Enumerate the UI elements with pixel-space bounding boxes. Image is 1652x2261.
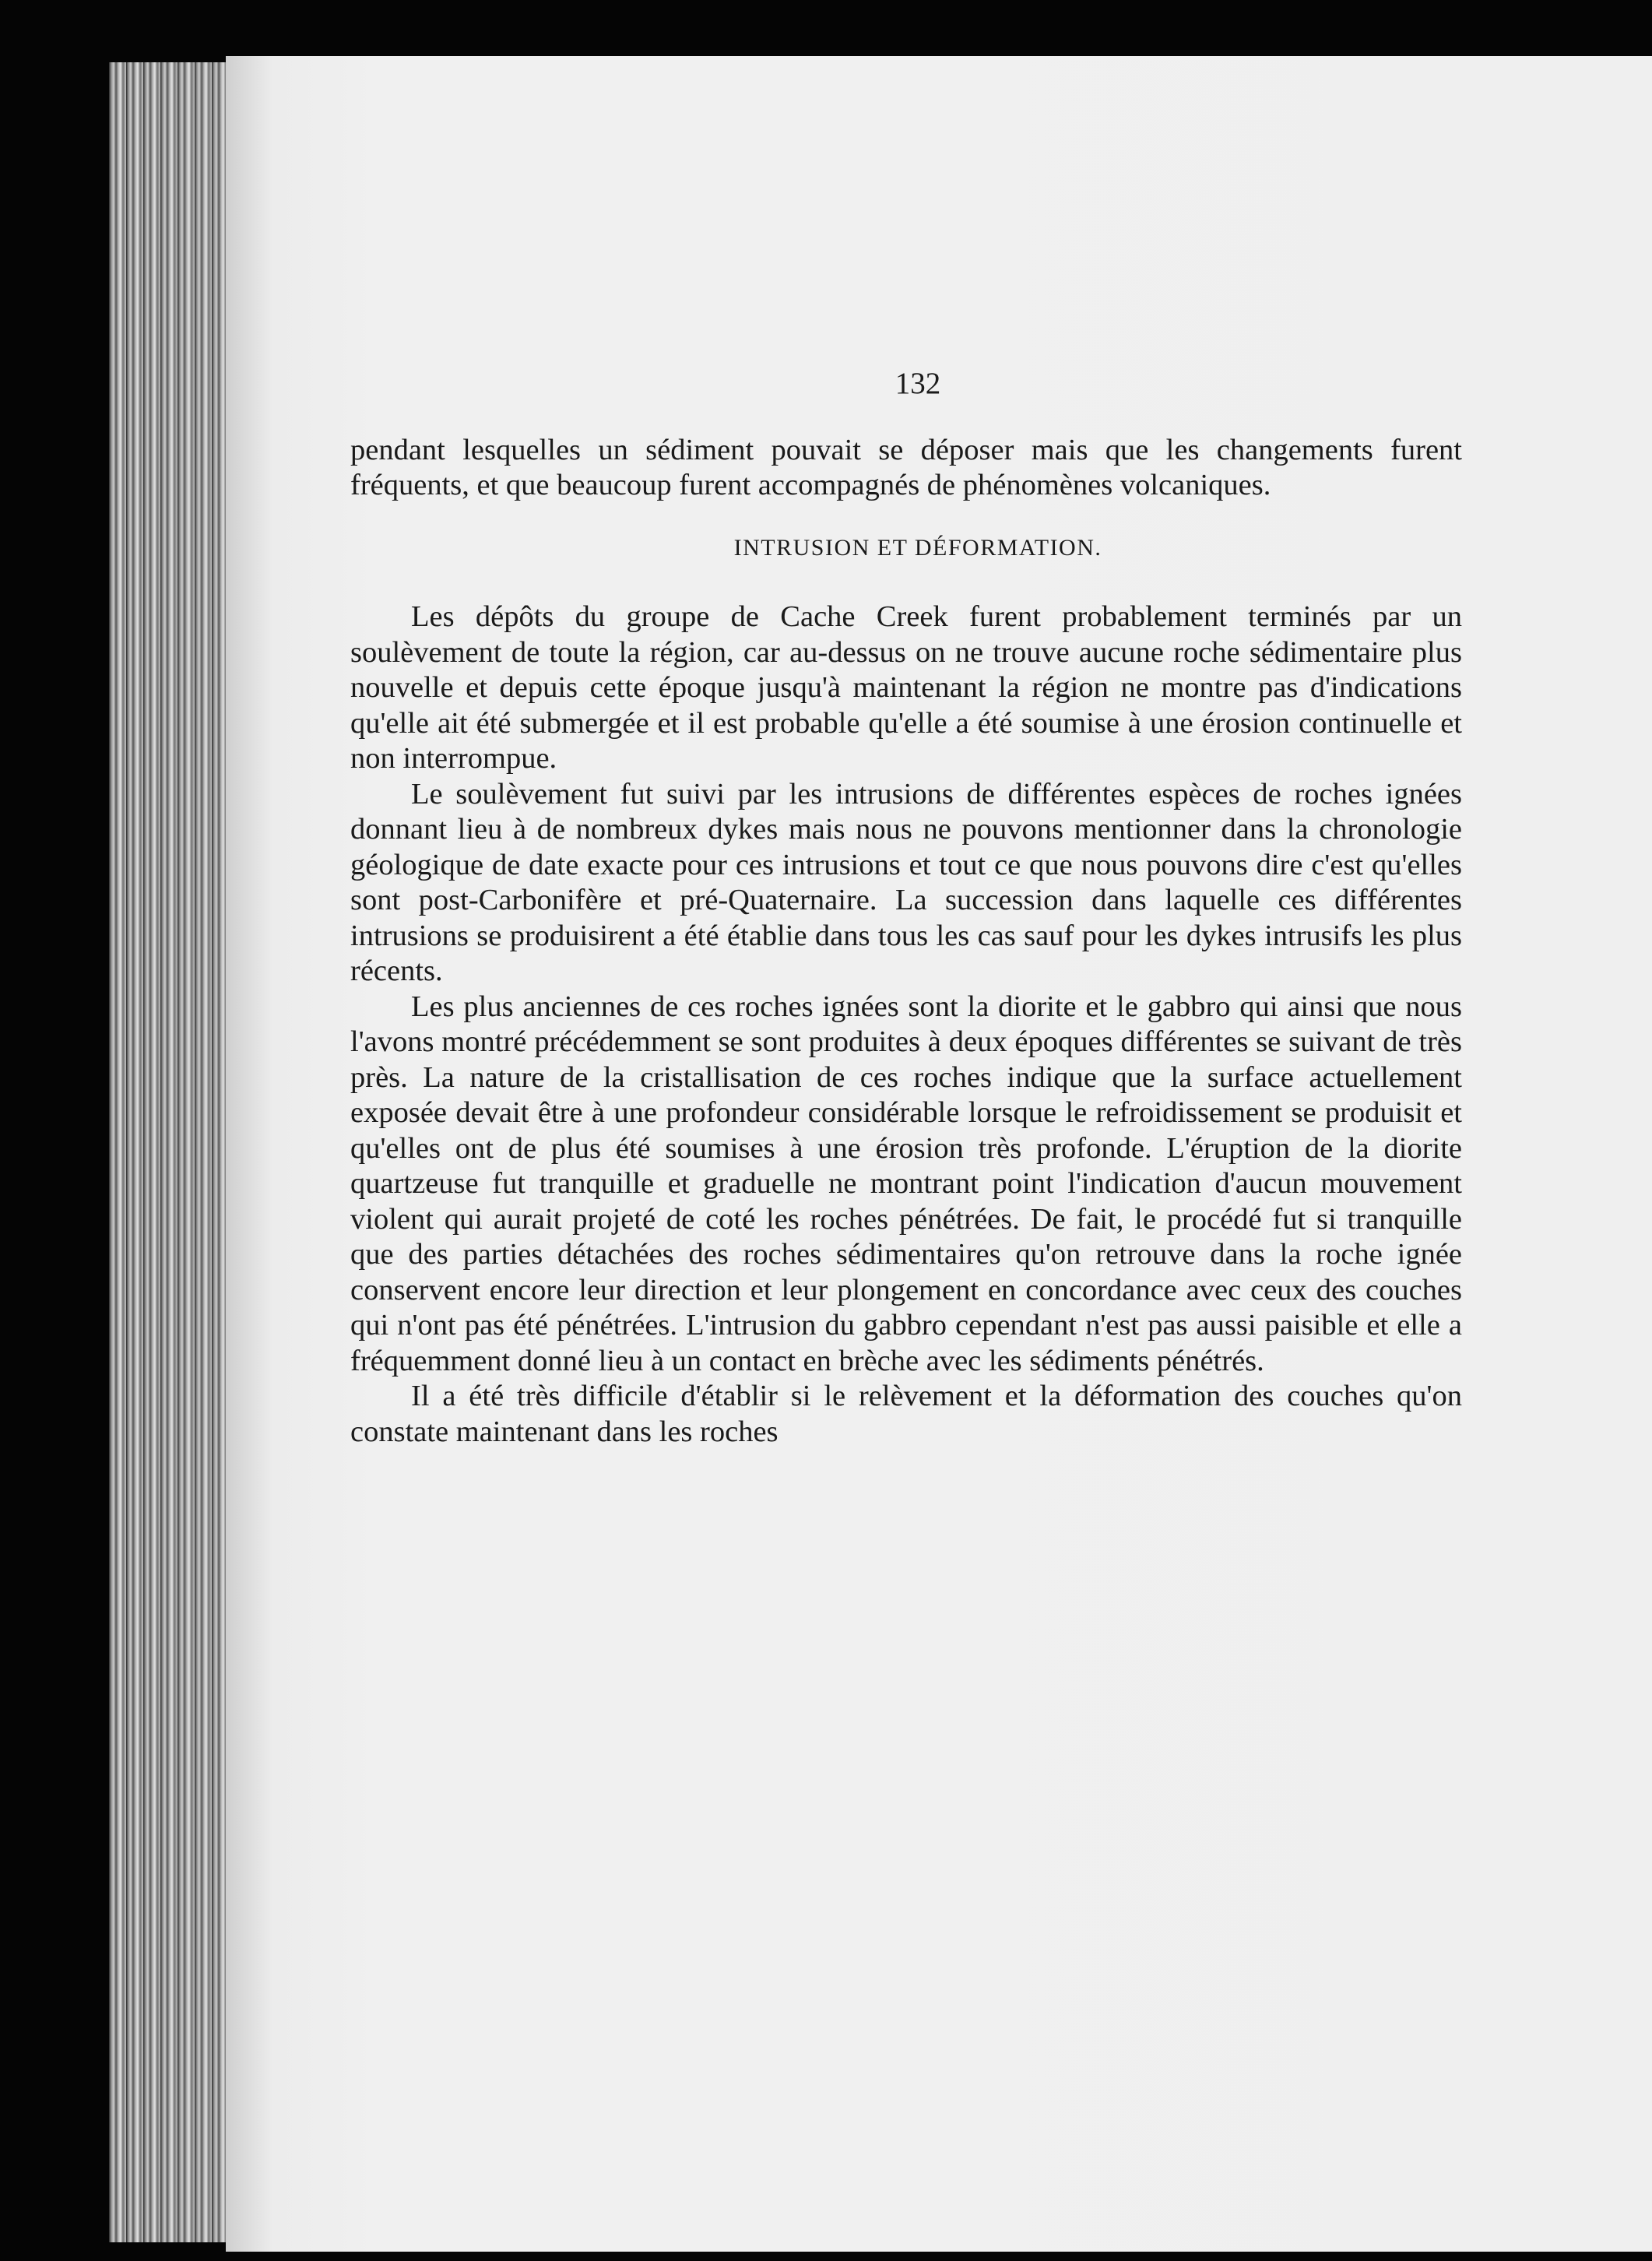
page-number: 132 [895,367,941,400]
paragraph-4: Il a été très difficile d'établir si le relèvement et la déformation des couches qu'on constate maintenant dans les roches [350,1380,1462,1448]
opening-paragraph: pendant lesquelles un sédiment pouvait se déposer mais que les changements furent fréquents, et que beaucoup furent accompagnés de phénomènes volcaniques. [350,433,1462,501]
paragraph-3: Les plus anciennes de ces roches ignées sont la diorite et le gabbro qui ainsi que nous l'avons montré précédemment se sont produites à deux époques différentes se suivant de très près. La nature de la cristallisation de ces roches indique que la surface actuellement exposée devait être à une profondeur considérable lorsque le refroidissement se produisit et qu'elles ont de plus été soumises à une érosion très profonde. L'éruption de la diorite quartzeuse fut tranquille et graduelle ne montrant point l'indication d'aucun mouvement violent qui aurait projeté de coté les roches pénétrées. De fait, le procédé fut si tranquille que des parties détachées des roches sédimentaires qu'on retrouve dans la roche ignée conservent encore leur direction et leur plongement en concordance avec ceux des couches qui n'ont pas été pénétrées. L'intrusion du gabbro cependant n'est pas aussi paisible et elle a fréquemment donné lieu à un contact en brèche avec les sédiments pénétrés. [350,990,1462,1377]
book-page-edges [109,62,241,2242]
section-heading: INTRUSION ET DÉFORMATION. [733,534,1102,561]
page-text-block [350,366,1462,1450]
paragraph-1: Les dépôts du groupe de Cache Creek furent probablement terminés par un soulèvement de toute la région, car au-dessus on ne trouve aucune roche sédimentaire plus nouvelle et depuis cette époque jusqu'à maintenant la région ne montre pas d'indications qu'elle ait été submergée et il est probable qu'elle a été soumise à une érosion continuelle et non interrompue. [350,600,1462,775]
paragraph-2: Le soulèvement fut suivi par les intrusions de différentes espèces de roches ignées donnant lieu à de nombreux dykes mais nous ne pouvons mentionner dans la chronologie géologique de date exacte pour ces intrusions et tout ce que nous pouvons dire c'est qu'elles sont post-Carbonifère et pré-Quaternaire. La succession dans laquelle ces différentes intrusions se produisirent a été établie dans tous les cas sauf pour les dykes intrusifs les plus récents. [350,777,1462,987]
